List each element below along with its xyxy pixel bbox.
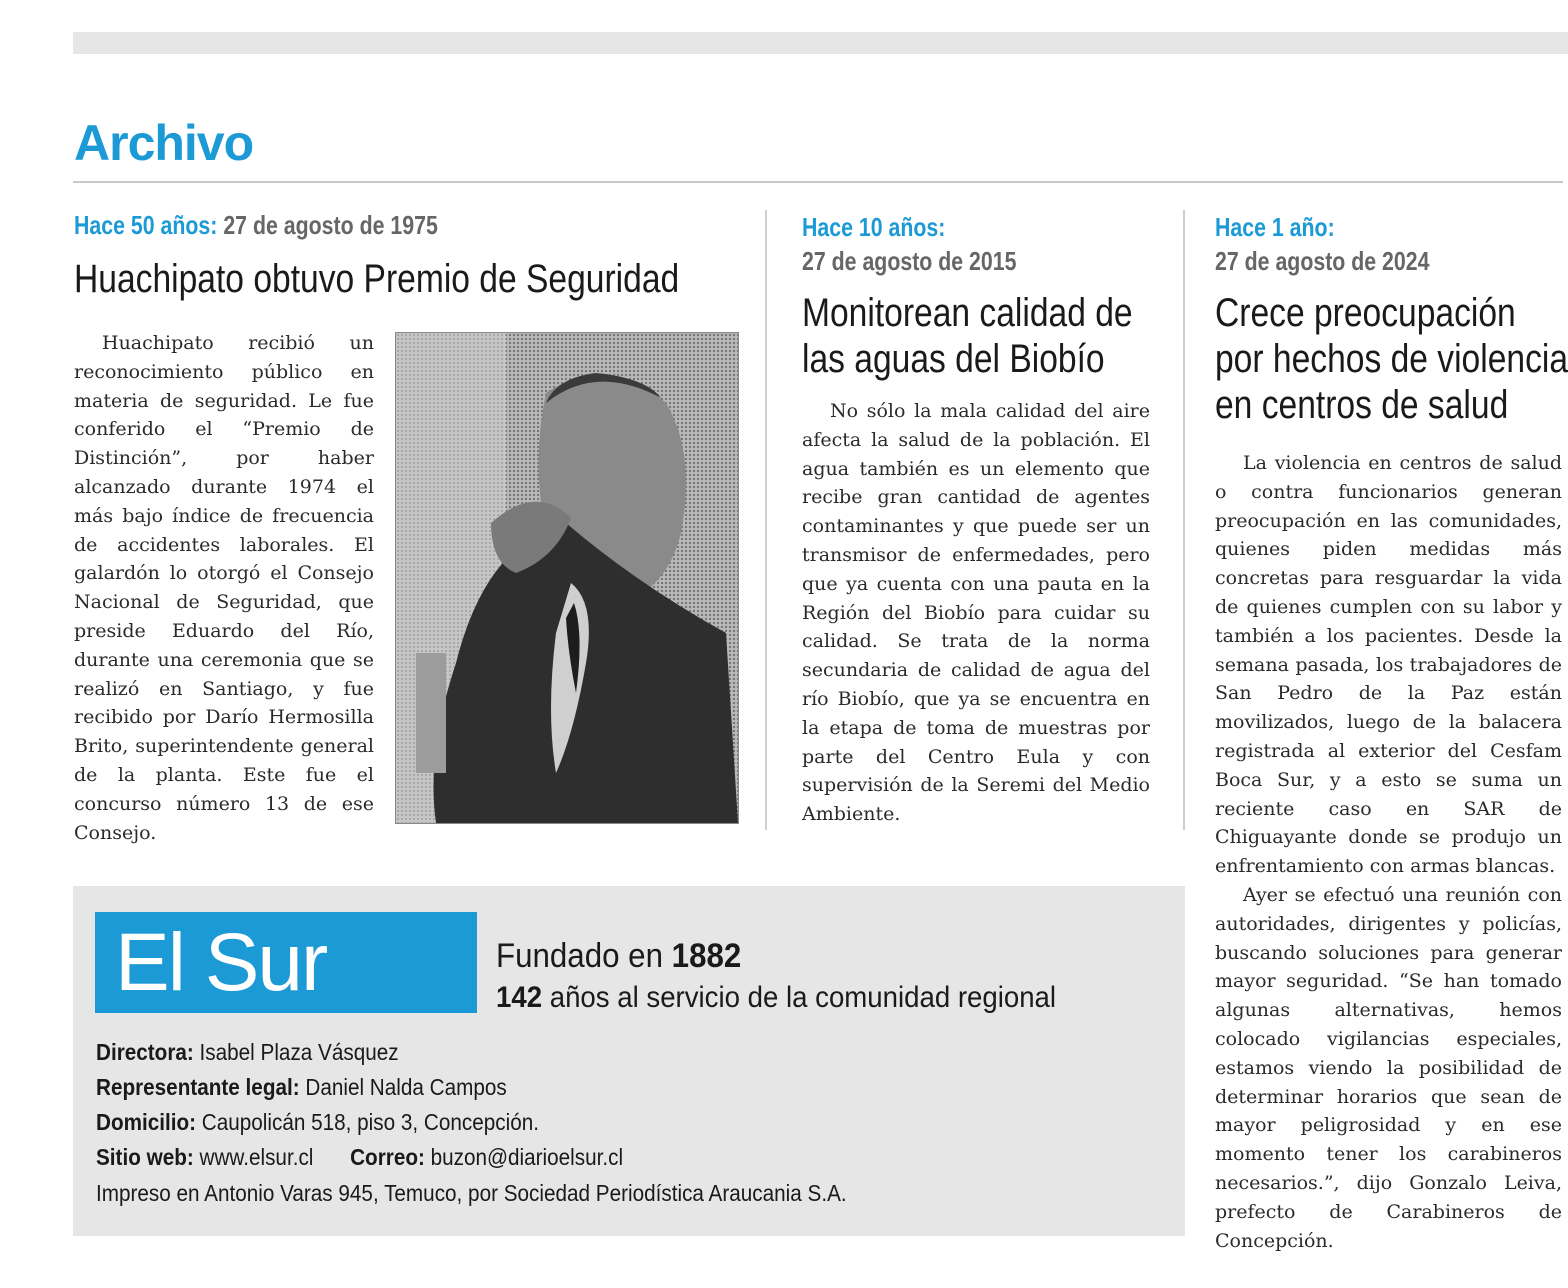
archive-photo [395, 332, 739, 824]
col3-headline-line-1: Crece preocupación [1215, 291, 1516, 335]
col3-headline-line-3: en centros de salud [1215, 383, 1509, 427]
contact-line [96, 1142, 623, 1172]
printed-line: Impreso en Antonio Varas 945, Temuco, por Sociedad Periodística Araucania S.A. [96, 1180, 847, 1206]
col2-kicker-label-text: Hace 10 años: [802, 212, 946, 242]
col3-kicker-label-text: Hace 1 año: [1215, 212, 1335, 242]
col3-headline-line-2: por hechos de violencia [1215, 337, 1568, 381]
col2-paragraph: No sólo la mala calidad del aire afecta la salud de la población. El agua también es un elemento que recibe gran cantidad de agentes contaminantes y que puede ser un transmisor de enfermedades, pero que ya cuenta con una pauta en la Región del Biobío para cuidar su calidad. Se trata de la norma secundaria de calidad de agua del río Biobío, que ya se encuentra en la etapa de toma de muestras por parte del Centro Eula y con supervisión de la Seremi del Medio Ambiente. [802, 400, 1150, 826]
col3-kicker-label [1215, 210, 1335, 244]
legal-label: Representante legal: [96, 1074, 300, 1100]
col1-paragraph: Huachipato recibió un reconocimiento público en materia de seguridad. Le fue conferido el “Premio de Distinción”, por haber alcanzado durante 1974 el más bajo índice de frecuencia de accidentes laborales. El galardón lo otorgó el Consejo Nacional de Seguridad, que preside Eduardo del Río, durante una ceremonia que se realizó en Santiago, y fue recibido por Darío Hermosilla Brito, superintendente general de la planta. Este fue el concurso número 13 de ese Consejo. [74, 332, 374, 844]
col2-kicker-date [802, 244, 1016, 278]
title-divider [73, 181, 1563, 183]
address-label: Domicilio: [96, 1109, 197, 1135]
top-bar [73, 32, 1568, 54]
founded-line [496, 936, 741, 976]
col3-kicker-date [1215, 244, 1429, 278]
col3-paragraph-2: Ayer se efectuó una reunión con autoridades, dirigentes y policías, buscando soluciones para generar mayor seguridad. “Se han tomado algunas alternativas, hemos colocado vigilancias especiales, estamos viendo la posibilidad de determinar horarios que sean de mayor peligrosidad y en ese momento tener los carabineros necesarios.”, dijo Gonzalo Leiva, prefecto de Carabineros de Concepción. [1215, 883, 1562, 1252]
column-divider-1 [765, 210, 767, 830]
years-count: 142 [496, 981, 543, 1014]
col3-kicker-date-text: 27 de agosto de 2024 [1215, 246, 1430, 276]
logo-text: El Sur [115, 917, 327, 1008]
col1-body [74, 329, 374, 847]
director-name: Isabel Plaza Vásquez [199, 1039, 399, 1065]
service-text: años al servicio de la comunidad regional [549, 981, 1057, 1014]
col2-headline-line-1: Monitorean calidad de [802, 291, 1133, 335]
mail-link[interactable]: buzon@diarioelsur.cl [430, 1144, 624, 1170]
col2-body [802, 397, 1150, 829]
founded-label: Fundado en [496, 937, 663, 975]
director-label: Directora: [96, 1039, 194, 1065]
col1-kicker [74, 208, 438, 242]
col1-headline: Huachipato obtuvo Premio de Seguridad [74, 257, 680, 301]
col3-paragraph-1: La violencia en centros de salud o contra funcionarios generan preocupación en las comunidades, quienes piden medidas más concretas para resguardar la vida de quienes cumplen con su labor y también a los pacientes. Desde la semana pasada, los trabajadores de San Pedro de la Paz están movilizados, luego de la balacera registrada al exterior del Cesfam Boca Sur, y a esto se suma un reciente caso en SAR de Chiguayante donde se produjo un enfrentamiento con armas blancas. [1215, 452, 1562, 878]
web-link[interactable]: www.elsur.cl [199, 1144, 314, 1170]
col2-kicker-label [802, 210, 945, 244]
col1-kicker-label: Hace 50 años: [74, 210, 218, 240]
legal-name: Daniel Nalda Campos [305, 1074, 507, 1100]
col2-kicker-date-text: 27 de agosto de 2015 [802, 246, 1017, 276]
column-divider-2 [1183, 210, 1185, 830]
legal-line [96, 1072, 507, 1102]
address-text: Caupolicán 518, piso 3, Concepción. [201, 1109, 539, 1135]
director-line [96, 1037, 399, 1067]
portrait-image [396, 333, 738, 823]
mail-label: Correo: [350, 1144, 425, 1170]
web-label: Sitio web: [96, 1144, 194, 1170]
address-line [96, 1107, 539, 1137]
col2-headline-line-2: las aguas del Biobío [802, 337, 1105, 381]
el-sur-logo [95, 912, 477, 1013]
section-title: Archivo [74, 115, 254, 171]
service-line [496, 980, 1056, 1016]
col3-body [1215, 449, 1562, 1255]
founded-year: 1882 [671, 937, 742, 975]
col1-kicker-date: 27 de agosto de 1975 [223, 210, 438, 240]
